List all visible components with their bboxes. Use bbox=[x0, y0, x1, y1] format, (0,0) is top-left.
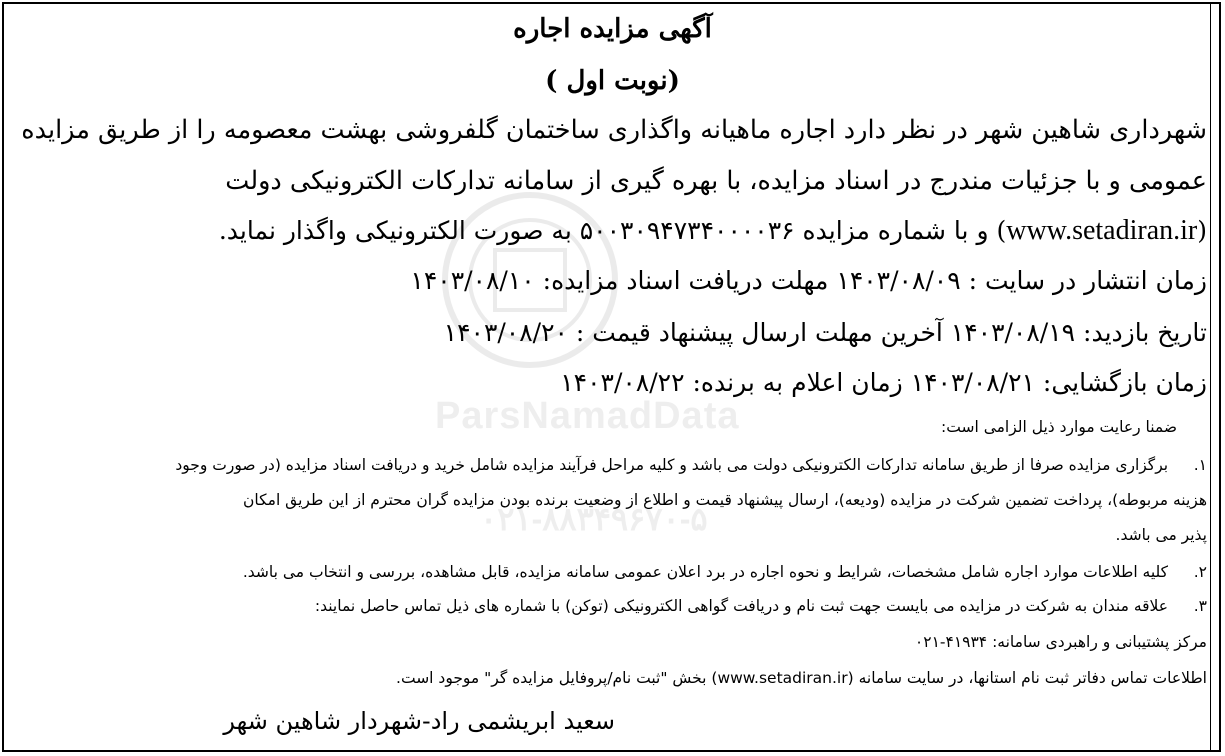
setadiran-link[interactable]: www.setadiran.ir bbox=[1006, 215, 1198, 246]
visit-dates: تاریخ بازدید: ۱۴۰۳/۰۸/۱۹ آخرین مهلت ارسال پیشنهاد قیمت : ۱۴۰۳/۰۸/۲۰ bbox=[443, 318, 1207, 347]
requirements-intro: ضمنا رعایت موارد ذیل الزامی است: bbox=[941, 418, 1177, 436]
list-item bbox=[175, 456, 1207, 474]
list-item bbox=[243, 563, 1207, 581]
publish-dates: زمان انتشار در سایت : ۱۴۰۳/۰۸/۰۹ مهلت دریافت اسناد مزایده: ۱۴۰۳/۰۸/۱۰ bbox=[410, 266, 1207, 295]
list-item-continuation: پذیر می باشد. bbox=[1115, 526, 1207, 544]
paragraph-line-3 bbox=[219, 215, 1207, 247]
paragraph-paren-open: ( bbox=[1197, 216, 1207, 245]
watermark-phone: ۰۲۱-۸۸۳۴۹۶۷۰-۵ bbox=[480, 501, 708, 537]
list-item-text: کلیه اطلاعات موارد اجاره شامل مشخصات، شرایط و نحوه اجاره در برد اعلان عمومی سامانه مزایده، قابل مشاهده، بررسی و انتخاب می باشد. bbox=[242, 563, 1169, 581]
list-item-number: ۱. bbox=[1193, 456, 1207, 474]
paragraph-line-3-suffix: ) و با شماره مزایده ۵۰۰۳۰۹۴۷۳۴۰۰۰۰۳۶ به صورت الکترونیکی واگذار نماید. bbox=[218, 216, 1007, 245]
list-item-continuation: هزینه مربوطه)، پرداخت تضمین شرکت در مزایده (ودیعه)، ارسال پیشنهاد قیمت و اطلاع از وضعیت برنده بودن مزایده گران محترم از این طریق امکان bbox=[242, 491, 1207, 509]
opening-dates: زمان بازگشایی: ۱۴۰۳/۰۸/۲۱ زمان اعلام به برنده: ۱۴۰۳/۰۸/۲۲ bbox=[560, 368, 1207, 397]
list-item-text: برگزاری مزایده صرفا از طریق سامانه تدارکات الکترونیکی دولت می باشد و کلیه مراحل فرآیند مزایده شامل خرید و دریافت اسناد مزایده (در صورت وجود bbox=[175, 456, 1169, 474]
list-item bbox=[315, 597, 1207, 615]
list-item-text: علاقه مندان به شرکت در مزایده می بایست جهت ثبت نام و دریافت گواهی الکترونیکی (توکن) با شماره های ذیل تماس حاصل نمایند: bbox=[314, 597, 1169, 615]
watermark-brand: ParsNamadData bbox=[435, 395, 740, 437]
mayor-signature: سعید ابریشمی راد-شهردار شاهین شهر bbox=[223, 707, 615, 735]
paragraph-line-2: عمومی و با جزئیات مندرج در اسناد مزایده، با بهره گیری از سامانه تدارکات الکترونیکی دولت bbox=[225, 166, 1207, 196]
list-item-number: ۳. bbox=[1193, 597, 1207, 615]
paragraph-line-1: شهرداری شاهین شهر در نظر دارد اجاره ماهیانه واگذاری ساختمان گلفروشی بهشت معصومه را از طریق مزایده bbox=[21, 115, 1207, 145]
frame-inner-border bbox=[1210, 4, 1217, 750]
support-center: مرکز پشتیبانی و راهبردی سامانه: ۴۱۹۳۴-۰۲۱ bbox=[914, 633, 1207, 651]
registration-offices-info: اطلاعات تماس دفاتر ثبت نام استانها، در سایت سامانه (www.setadiran.ir) بخش "ثبت نام/پروفایل مزایده گر" موجود است. bbox=[396, 669, 1207, 687]
list-item-number: ۲. bbox=[1193, 563, 1207, 581]
notice-subtitle: (نوبت اول ) bbox=[545, 66, 680, 96]
notice-title: آگهی مزایده اجاره bbox=[513, 14, 712, 44]
